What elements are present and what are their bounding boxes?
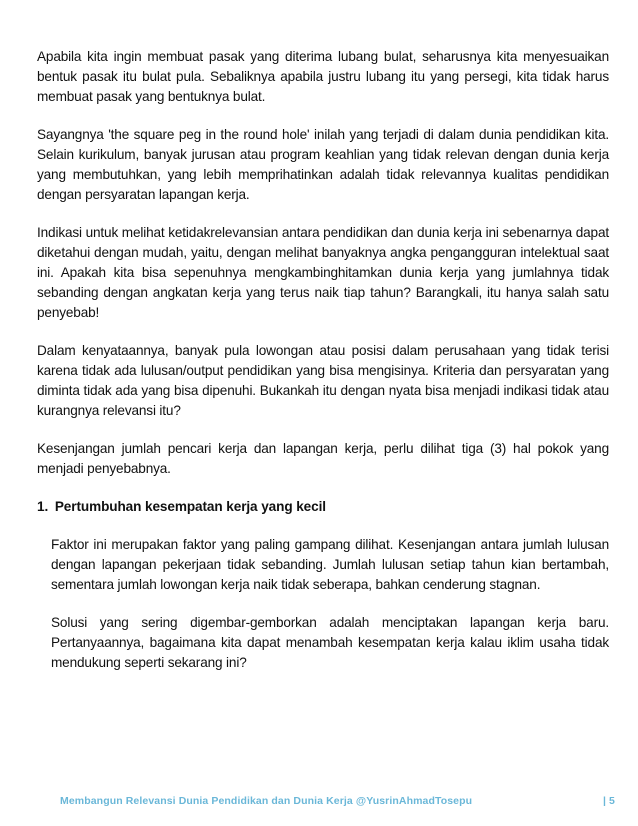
section-paragraph-factor: Faktor ini merupakan faktor yang paling gampang dilihat. Kesenjangan antara jumlah lulusan dengan lapangan pekerjaan tidak sebanding. Jumlah lulusan setiap tahun kian bertambah, sementara jumlah lowongan kerja naik tidak seberapa, bahkan cenderung stagnan. xyxy=(51,537,609,592)
paragraph-gap: Kesenjangan jumlah pencari kerja dan lapangan kerja, perlu dilihat tiga (3) hal pokok yang menjadi penyebabnya. xyxy=(37,441,609,476)
paragraph-intro: Apabila kita ingin membuat pasak yang diterima lubang bulat, seharusnya kita menyesuaikan bentuk pasak itu bulat pula. Sebaliknya apabila justru lubang itu yang persegi, kita tidak harus membuat pasak yang bentuknya bulat. xyxy=(37,49,609,104)
footer-title: Membangun Relevansi Dunia Pendidikan dan Dunia Kerja @YusrinAhmadTosepu xyxy=(60,795,473,807)
page-content xyxy=(37,47,609,691)
paragraph-square-peg: Sayangnya 'the square peg in the round hole' inilah yang terjadi di dalam dunia pendidikan kita. Selain kurikulum, banyak jurusan atau program keahlian yang tidak relevan dengan dunia kerja yang membutuhkan, yang lebih memprihatinkan adalah tidak relevannya kualitas pendidikan dengan persyaratan lapangan kerja. xyxy=(37,127,609,202)
page-number: | 5 xyxy=(603,795,615,807)
section-heading xyxy=(37,497,609,517)
section-title: Pertumbuhan kesempatan kerja yang kecil xyxy=(54,499,326,514)
paragraph-indication: Indikasi untuk melihat ketidakrelevansian antara pendidikan dan dunia kerja ini sebenarnya dapat diketahui dengan mudah, yaitu, dengan melihat banyaknya angka pengangguran intelektual saat ini. Apakah kita bisa sepenuhnya mengkambinghitamkan dunia kerja yang jumlahnya tidak sebanding dengan angkatan kerja yang terus naik tiap tahun? Barangkali, itu hanya salah satu penyebab! xyxy=(37,225,609,320)
section-paragraph-solution: Solusi yang sering digembar-gemborkan adalah menciptakan lapangan kerja baru. Pertanyaannya, bagaimana kita dapat menambah kesempatan kerja kalau iklim usaha tidak mendukung seperti sekarang ini? xyxy=(51,615,609,670)
section-number: 1. xyxy=(37,499,49,514)
paragraph-reality: Dalam kenyataannya, banyak pula lowongan atau posisi dalam perusahaan yang tidak terisi karena tidak ada lulusan/output pendidikan yang bisa mengisinya. Kriteria dan persyaratan yang diminta tidak ada yang bisa dipenuhi. Bukankah itu dengan nyata bisa menjadi indikasi tidak atau kurangnya relevansi itu? xyxy=(37,343,609,418)
